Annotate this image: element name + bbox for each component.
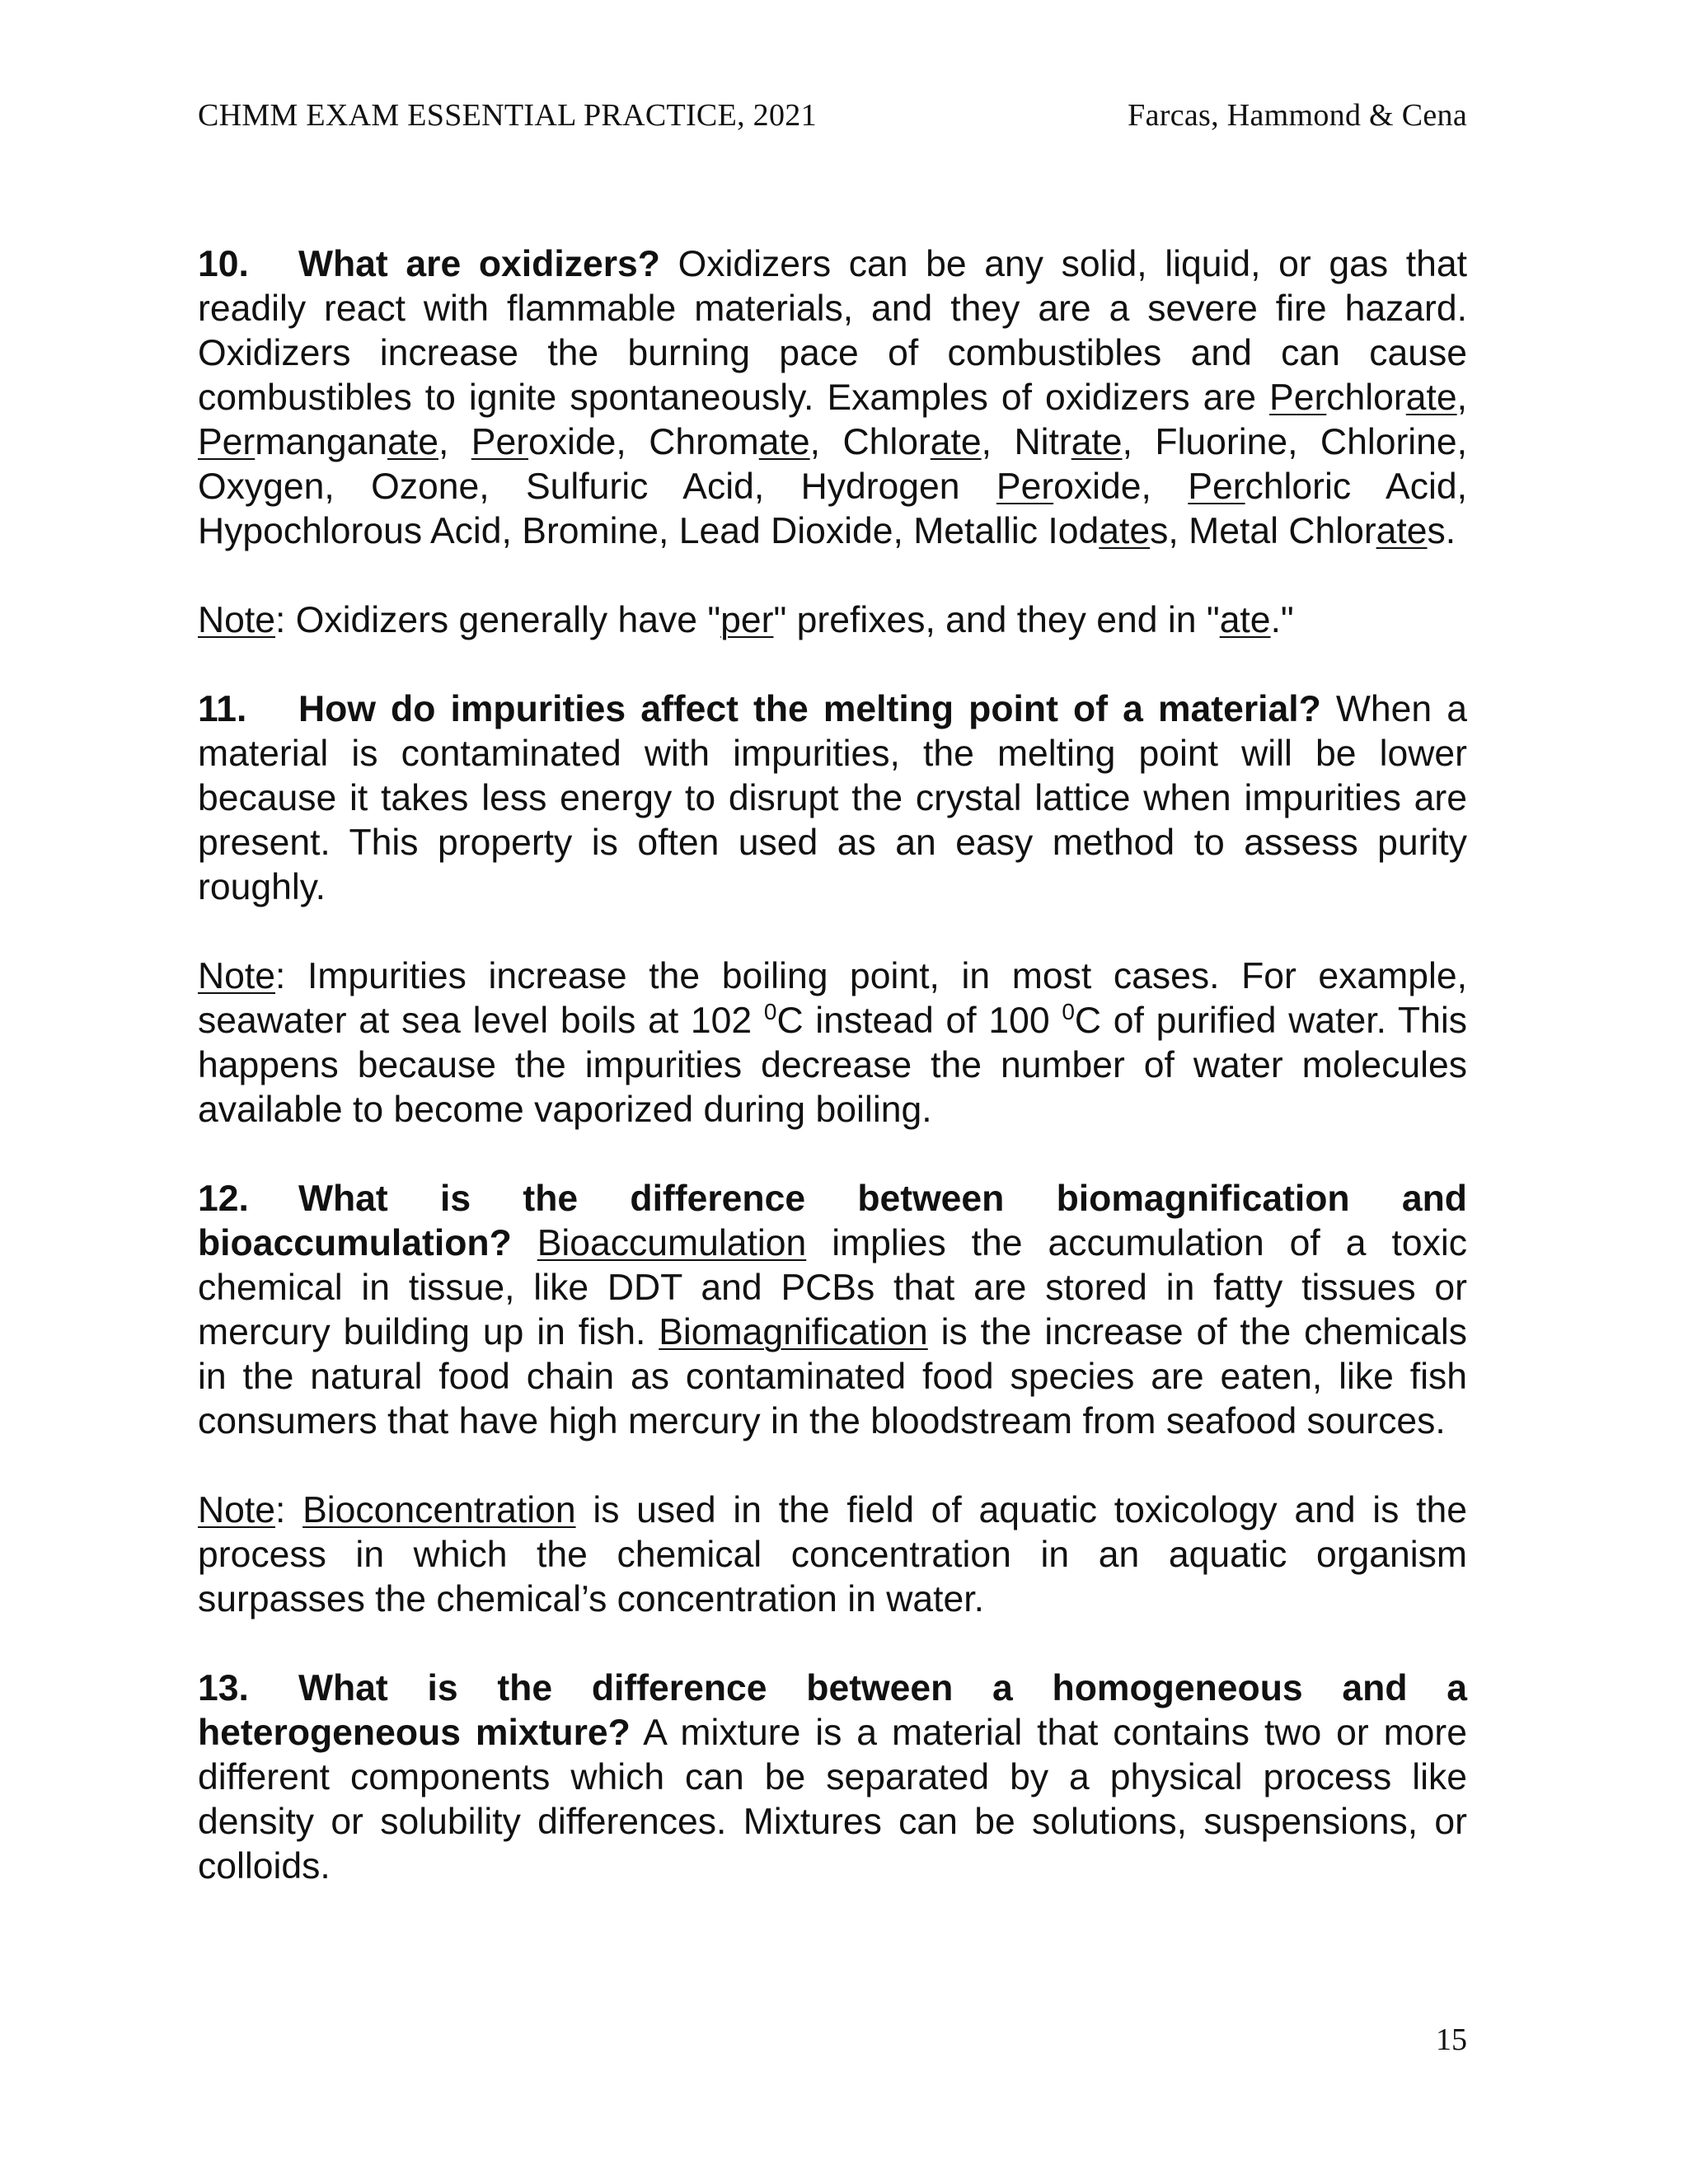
note-text: C instead of 100 xyxy=(776,1001,1062,1041)
underline-ate: ate xyxy=(387,422,438,462)
underline-per: Per xyxy=(1269,377,1327,418)
answer-text: , xyxy=(616,422,649,462)
answer-text: oxide xyxy=(1053,466,1142,507)
underline-ate: ate xyxy=(930,422,982,462)
answer-text: chlor xyxy=(1326,377,1406,418)
term-bioconcentration: Bioconcentration xyxy=(302,1490,576,1530)
answer-text: Chrom xyxy=(649,422,759,462)
underline-ate: ate xyxy=(758,422,810,462)
running-header-title: CHMM EXAM ESSENTIAL PRACTICE, 2021 xyxy=(198,98,817,133)
degree-superscript: 0 xyxy=(763,999,777,1025)
question-10-text: What are oxidizers? xyxy=(298,244,660,284)
underline-ate: ate xyxy=(1071,422,1123,462)
underline-ate: ate xyxy=(1405,377,1457,418)
question-13-text: What is the difference between a homogeneous and a heterogeneous mixture? xyxy=(198,1668,1467,1753)
answer-text: , xyxy=(981,422,1015,462)
answer-11: When a material is contaminated with impurities, the melting point will be lower because it takes less energy to disrupt the crystal lattice when impurities are present. This property is often used as an easy method to assess purity roughly. xyxy=(198,689,1467,907)
answer-text: mangan xyxy=(255,422,388,462)
note-label: Note xyxy=(198,1490,275,1530)
question-10 xyxy=(198,242,1467,554)
answer-text: , Fluorine, Chlorine, Oxygen, Ozone, Sulfuric Acid, Hydrogen xyxy=(198,422,1468,507)
answer-text: implies the accumulation of a toxic chemical in tissue, like DDT and PCBs that are stored in fatty tissues or mercury building up in fish. xyxy=(198,1223,1467,1352)
question-10-number: 10. xyxy=(198,244,249,284)
question-11-number: 11. xyxy=(198,689,247,729)
note-10 xyxy=(198,598,1467,643)
term-bioaccumulation: Bioaccumulation xyxy=(537,1223,807,1263)
answer-text: , xyxy=(1456,377,1467,418)
page-body xyxy=(198,242,1467,1889)
note-label: Note xyxy=(198,600,275,640)
answer-text: chloric Acid, Hypochlorous Acid, Bromine, Lead Dioxide, Metallic Iod xyxy=(198,466,1467,551)
question-13 xyxy=(198,1666,1467,1889)
answer-text: s. xyxy=(1427,511,1456,551)
answer-text: Chlor xyxy=(842,422,931,462)
underline-ate: ate xyxy=(1099,511,1151,551)
underline-per: Per xyxy=(996,466,1054,507)
note-text: : xyxy=(275,1490,303,1530)
running-header-authors: Farcas, Hammond & Cena xyxy=(1128,98,1467,133)
question-11-text: How do impurities affect the melting point of a material? xyxy=(298,689,1321,729)
answer-text: s, Metal Chlor xyxy=(1150,511,1376,551)
question-12 xyxy=(198,1177,1467,1444)
answer-text: , xyxy=(809,422,843,462)
answer-text: Nitr xyxy=(1014,422,1071,462)
question-13-number: 13. xyxy=(198,1668,249,1708)
degree-superscript: 0 xyxy=(1062,999,1075,1025)
note-text: " prefixes, and they end in " xyxy=(773,600,1220,640)
term-biomagnification: Biomagnification xyxy=(659,1312,928,1352)
note-text: : Oxidizers generally have " xyxy=(275,600,721,640)
question-10-heading xyxy=(198,244,660,284)
note-text: C of purified water. This happens because the impurities decrease the number of water molecules available to become vaporized during boiling. xyxy=(198,1001,1467,1130)
underline-per: per xyxy=(720,600,774,640)
answer-text: is the increase of the chemicals in the natural food chain as contaminated food species are eaten, like fish consumers that have high mercury in the bloodstream from seafood sources. xyxy=(198,1312,1468,1441)
answer-text: , xyxy=(1141,466,1189,507)
answer-10-intro: Oxidizers can be any solid, liquid, or gas that readily react with flammable materials, and they are a severe fire hazard. Oxidizers increase the burning pace of combustibles and can cause combustibles to ignite spontaneously. Examples of oxidizers are xyxy=(198,244,1467,418)
underline-per: Per xyxy=(198,422,256,462)
answer-text: , xyxy=(438,422,471,462)
underline-per: Per xyxy=(1188,466,1245,507)
question-11-heading xyxy=(198,689,1321,729)
answer-text: oxide xyxy=(528,422,617,462)
underline-ate: ate xyxy=(1376,511,1428,551)
note-text: : Impurities increase the boiling point, in most cases. For example, seawater at sea level boils at 102 xyxy=(198,956,1467,1041)
note-text: is used in the field of aquatic toxicology and is the process in which the chemical concentration in an aquatic organism surpasses the chemical’s concentration in water. xyxy=(198,1490,1467,1619)
question-12-number: 12. xyxy=(198,1179,249,1219)
note-label: Note xyxy=(198,956,275,996)
question-11 xyxy=(198,687,1467,910)
underline-ate: ate xyxy=(1219,600,1271,640)
underline-per: Per xyxy=(471,422,529,462)
note-text: ." xyxy=(1270,600,1294,640)
question-12-text: What is the difference between biomagnification and bioaccumulation? xyxy=(198,1179,1467,1263)
page-number: 15 xyxy=(1436,2022,1467,2057)
note-12 xyxy=(198,1488,1467,1622)
answer-13: A mixture is a material that contains two or more different components which can be separated by a physical process like density or solubility differences. Mixtures can be solutions, suspensions, or colloids. xyxy=(198,1713,1467,1886)
note-11 xyxy=(198,954,1467,1132)
